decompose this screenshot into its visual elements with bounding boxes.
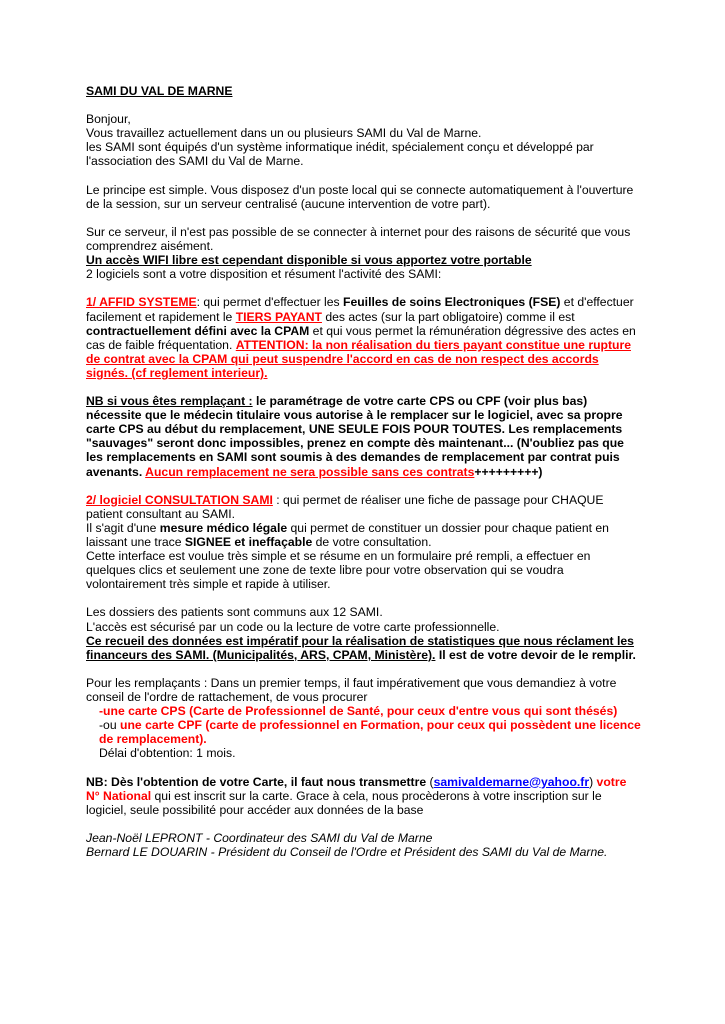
document-page	[86, 84, 642, 859]
carte-cpf-item: -ou une carte CPF (carte de professionnel en Formation, pour ceux qui possèdent une licence de remplacement).	[99, 718, 641, 747]
consultation-paragraph: 2/ logiciel CONSULTATION SAMI : qui permet de réaliser une fiche de passage pour CHAQUE patient consultant au SAMI.	[86, 492, 604, 521]
nb-remplacant-lead: NB si vous êtes remplaçant :	[86, 394, 253, 409]
aucun-remplacement-warning: Aucun remplacement ne sera possible sans ces contrats	[145, 464, 475, 479]
intro-line-1: Vous travaillez actuellement dans un ou plusieurs SAMI du Val de Marne.	[86, 126, 482, 141]
signee-label: SIGNEE et ineffaçable	[184, 535, 313, 549]
server-paragraph: Sur ce serveur, il n'est pas possible de se connecter à internet pour des raisons de sécurité que vous comprendrez aisément.	[86, 224, 631, 254]
carte-cps-item: -une carte CPS (Carte de Professionnel de Santé, pour ceux d'entre vous qui sont thésés)	[99, 704, 618, 719]
dossiers-line-1: Les dossiers des patients sont communs aux 12 SAMI.	[86, 605, 383, 620]
greeting: Bonjour,	[86, 112, 131, 127]
nb-carte-paragraph: NB: Dès l'obtention de votre Carte, il faut nous transmettre (samivaldemarne@yahoo.fr) votre N° National qui est inscrit sur la carte. Grace à cela, nous procèderons à votre inscription sur le logiciel, seule possibilité pour accéder aux données de la base	[86, 774, 627, 817]
intro-line-2: les SAMI sont équipés d'un système informatique inédit, spécialement conçu et développé par l'association des SAMI du Val de Marne.	[86, 140, 594, 169]
cpam-contract-label: contractuellement défini avec la CPAM	[86, 323, 310, 338]
document-title: SAMI DU VAL DE MARNE	[86, 84, 233, 98]
recueil-notice: Ce recueil des données est impératif pour la réalisation de statistiques que nous réclament les financeurs des SAMI. (Municipalités, ARS, CPAM, Ministère).	[86, 633, 634, 662]
logiciels-line: 2 logiciels sont a votre disposition et résument l'activité des SAMI:	[86, 267, 442, 282]
nb-carte-lead: NB: Dès l'obtention de votre Carte, il faut nous transmettre	[86, 774, 427, 789]
affid-paragraph: 1/ AFFID SYSTEME: qui permet d'effectuer les Feuilles de soins Electroniques (FSE) et d'effectuer facilement et rapidement le TIERS PAYANT des actes (sur la part obligatoire) comme il est contractuellement défini avec la CPAM et qui vous permet la rémunération dégressive des actes en cas de faible fréquentation. ATTENTION: la non réalisation du tiers payant constitue une rupture de contrat avec la CPAM qui peut suspendre l'accord en cas de non respect des accords signés. (cf reglement interieur).	[86, 295, 636, 380]
attention-warning: ATTENTION: la non réalisation du tiers payant constitue une rupture de contrat avec la CPAM qui peut suspendre l'accord en cas de non respect des accords signés. (cf reglement interieur).	[86, 337, 631, 380]
remplacants-intro: Pour les remplaçants : Dans un premier temps, il faut impérativement que vous demandiez à votre conseil de l'ordre de rattachement, de vous procurer	[86, 675, 617, 705]
medico-legal-paragraph: Il s'agit d'une mesure médico légale qui permet de constituer un dossier pour chaque patient en laissant une trace SIGNEE et ineffaçable de votre consultation.	[86, 520, 609, 549]
signature-president: Bernard LE DOUARIN - Président du Conseil de l'Ordre et Président des SAMI du Val de Marne.	[86, 845, 608, 860]
tiers-payant-label: TIERS PAYANT	[235, 309, 322, 324]
consultation-heading: 2/ logiciel CONSULTATION SAMI	[86, 492, 273, 507]
affid-heading: 1/ AFFID SYSTEME	[86, 295, 197, 310]
nb-remplacant-paragraph: NB si vous êtes remplaçant : le paramétrage de votre carte CPS ou CPF (voir plus bas) nécessite que le médecin titulaire vous autorise à le remplacer sur le logiciel, avec sa propre carte CPS au début du remplacement, UNE SEULE FOIS POUR TOUTES. Les remplacements "sauvages" seront donc impossibles, prenez en compte dès maintenant... (N'oubliez pas que les remplacements en SAMI sont soumis à des demandes de remplacement par contrat puis avenants. Aucun remplacement ne sera possible sans ces contrats+++++++++)	[86, 394, 624, 479]
wifi-notice: Un accès WIFI libre est cependant disponible si vous apportez votre portable	[86, 253, 532, 268]
delai-line: Délai d'obtention: 1 mois.	[99, 746, 236, 761]
signature-coordinateur: Jean-Noël LEPRONT - Coordinateur des SAMI du Val de Marne	[86, 830, 433, 845]
recueil-paragraph: Ce recueil des données est impératif pour la réalisation de statistiques que nous réclament les financeurs des SAMI. (Municipalités, ARS, CPAM, Ministère). Il est de votre devoir de le remplir.	[86, 633, 636, 662]
principle-paragraph: Le principe est simple. Vous disposez d'un poste local qui se connecte automatiquement à l'ouverture de la session, sur un serveur centralisé (aucune intervention de votre part).	[86, 182, 634, 211]
email-link[interactable]: samivaldemarne@yahoo.fr	[433, 774, 590, 789]
dossiers-line-2: L'accès est sécurisé par un code ou la lecture de votre carte professionnelle.	[86, 619, 500, 634]
interface-paragraph: Cette interface est voulue très simple et se résume en un formulaire pré rempli, a effectuer en quelques clics et seulement une zone de texte libre pour votre observation qui se voudra volontairement très simple et rapide à utiliser.	[86, 549, 591, 592]
medico-legal-label: mesure médico légale	[159, 520, 288, 535]
numero-national-label: votre N° National	[86, 774, 627, 803]
fse-label: Feuilles de soins Electroniques (FSE)	[343, 295, 561, 310]
